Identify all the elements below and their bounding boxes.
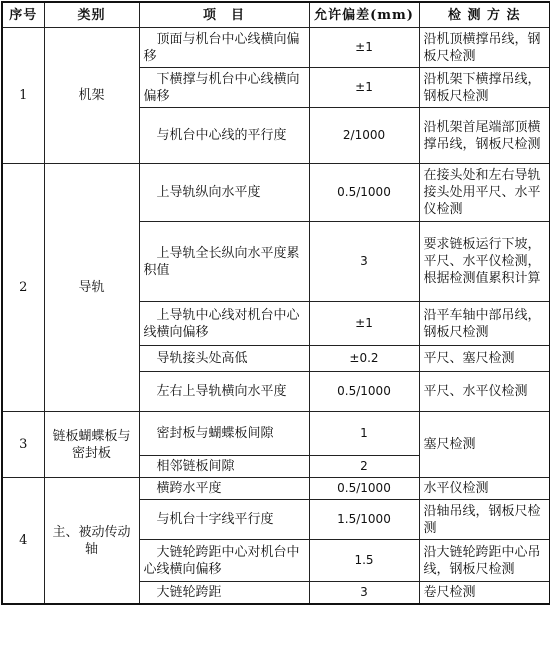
header-category: 类别 [44, 2, 139, 28]
tolerance-cell: ±1 [309, 302, 419, 346]
item-cell: 上导轨纵向水平度 [139, 164, 309, 222]
item-cell: 顶面与机台中心线横向偏移 [139, 28, 309, 68]
header-row [2, 2, 550, 28]
item-cell: 密封板与蝴蝶板间隙 [139, 412, 309, 456]
item-cell: 左右上导轨横向水平度 [139, 372, 309, 412]
method-cell: 在接头处和左右导轨接头处用平尺、水平仪检测 [419, 164, 550, 222]
item-cell: 上导轨全长纵向水平度累积值 [139, 222, 309, 302]
item-cell: 横跨水平度 [139, 478, 309, 500]
method-cell: 平尺、塞尺检测 [419, 346, 550, 372]
tolerance-cell: 2/1000 [309, 108, 419, 164]
item-cell: 导轨接头处高低 [139, 346, 309, 372]
method-cell: 沿平车轴中部吊线，钢板尺检测 [419, 302, 550, 346]
header-tolerance: 允许偏差(mm) [309, 2, 419, 28]
item-cell: 大链轮跨距中心对机台中心线横向偏移 [139, 540, 309, 582]
method-cell: 平尺、水平仪检测 [419, 372, 550, 412]
group-index: 3 [2, 412, 44, 478]
table-row [2, 478, 550, 500]
group-index: 1 [2, 28, 44, 164]
tolerance-cell: 0.5/1000 [309, 478, 419, 500]
tolerance-cell: 2 [309, 456, 419, 478]
table-row [2, 412, 550, 456]
item-cell: 下横撑与机台中心线横向偏移 [139, 68, 309, 108]
group-index: 2 [2, 164, 44, 412]
tolerance-cell: 0.5/1000 [309, 372, 419, 412]
method-cell: 沿机架下横撑吊线，钢板尺检测 [419, 68, 550, 108]
method-cell: 水平仪检测 [419, 478, 550, 500]
group-category: 导轨 [44, 164, 139, 412]
tolerance-cell: ±0.2 [309, 346, 419, 372]
table-row [2, 28, 550, 68]
tolerance-cell: 1.5/1000 [309, 500, 419, 540]
header-index: 序号 [2, 2, 44, 28]
tolerance-cell: ±1 [309, 28, 419, 68]
tolerance-cell: 3 [309, 222, 419, 302]
group-category: 链板蝴蝶板与密封板 [44, 412, 139, 478]
tolerance-table [1, 1, 550, 605]
method-cell: 塞尺检测 [419, 412, 550, 478]
tolerance-cell: 1 [309, 412, 419, 456]
method-cell: 沿大链轮跨距中心吊线，钢板尺检测 [419, 540, 550, 582]
method-cell: 卷尺检测 [419, 582, 550, 605]
method-cell: 沿轴吊线，钢板尺检测 [419, 500, 550, 540]
group-index: 4 [2, 478, 44, 605]
item-cell: 大链轮跨距 [139, 582, 309, 605]
method-cell: 沿机架首尾端部顶横撑吊线，钢板尺检测 [419, 108, 550, 164]
item-cell: 与机台中心线的平行度 [139, 108, 309, 164]
tolerance-cell: 1.5 [309, 540, 419, 582]
item-cell: 上导轨中心线对机台中心线横向偏移 [139, 302, 309, 346]
item-cell: 与机台十字线平行度 [139, 500, 309, 540]
table-row [2, 164, 550, 222]
group-category: 机架 [44, 28, 139, 164]
group-category: 主、被动传动轴 [44, 478, 139, 605]
tolerance-cell: ±1 [309, 68, 419, 108]
item-cell: 相邻链板间隙 [139, 456, 309, 478]
tolerance-cell: 0.5/1000 [309, 164, 419, 222]
tolerance-cell: 3 [309, 582, 419, 605]
header-method: 检 测 方 法 [419, 2, 550, 28]
method-cell: 沿机顶横撑吊线，钢板尺检测 [419, 28, 550, 68]
method-cell: 要求链板运行下坡，平尺、水平仪检测，根据检测值累积计算 [419, 222, 550, 302]
header-item: 项 目 [139, 2, 309, 28]
